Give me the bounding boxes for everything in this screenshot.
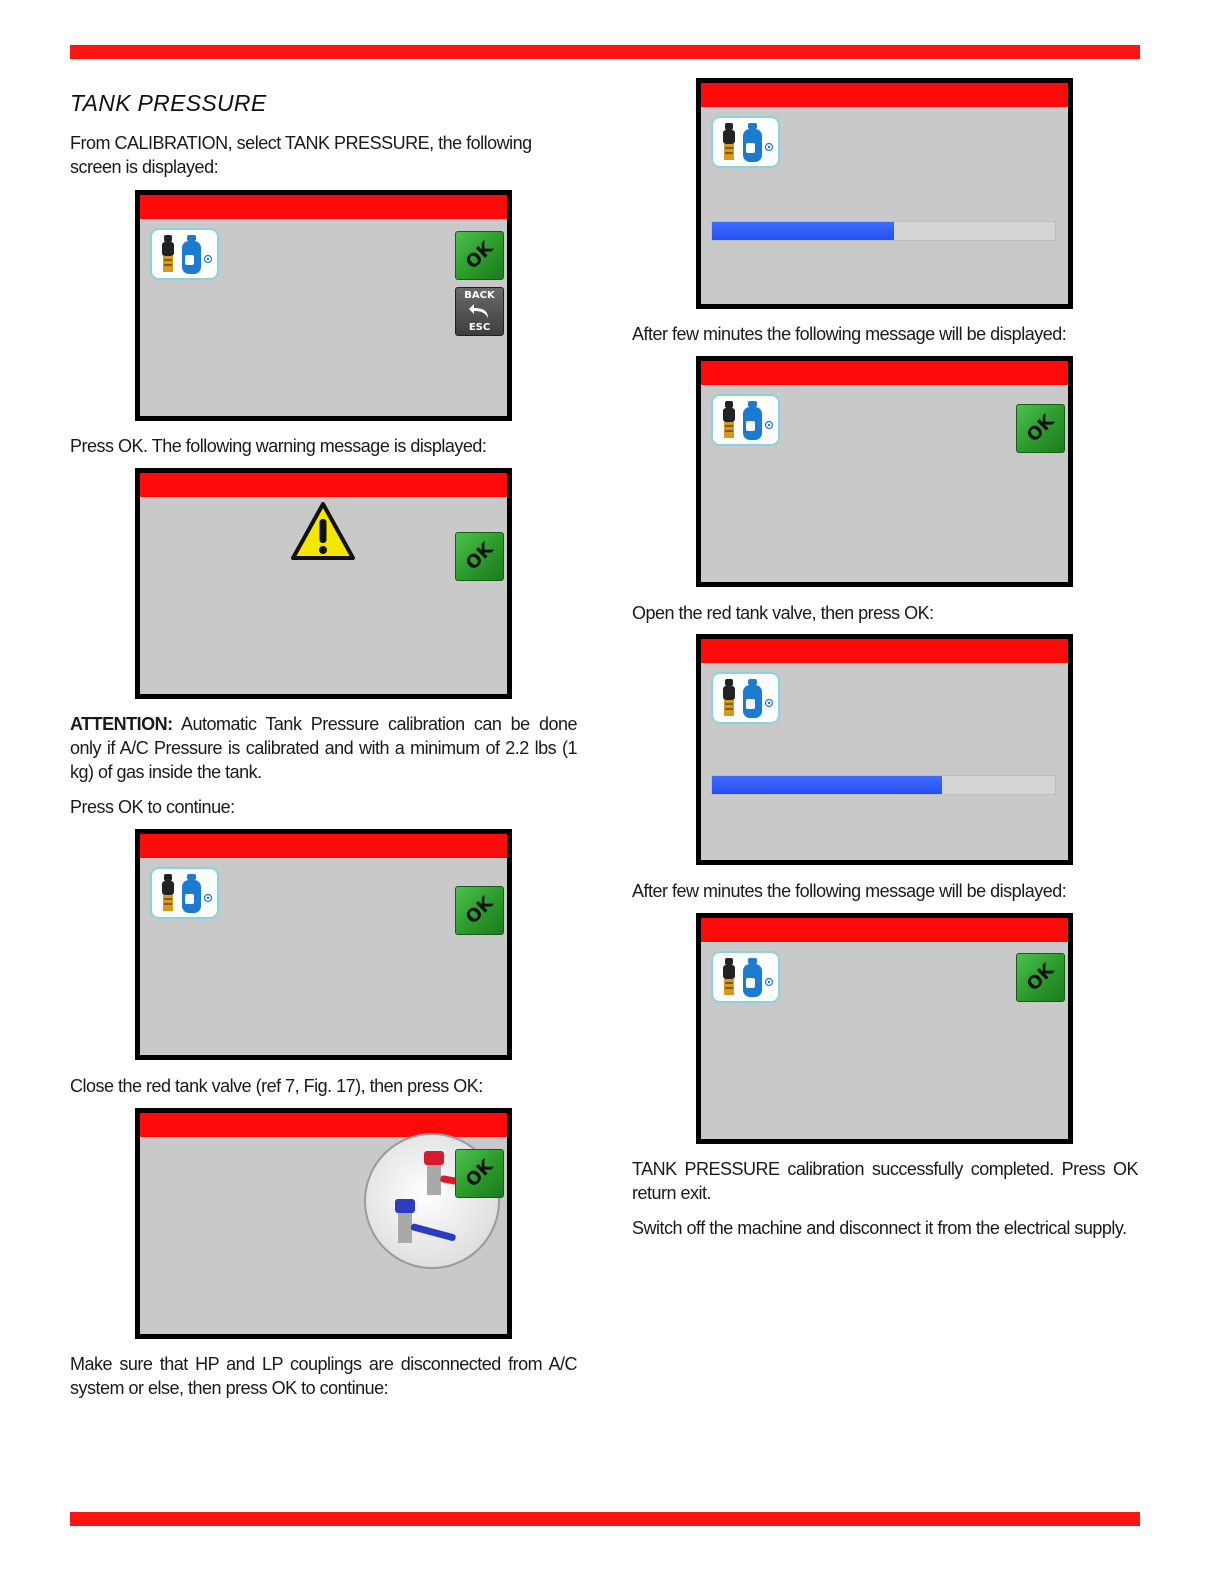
completed-text: TANK PRESSURE calibration successfully completed. Press OK return exit. bbox=[632, 1159, 1138, 1203]
after-minutes-text-1: After few minutes the following message will be displayed: bbox=[632, 324, 1067, 344]
progress-fill bbox=[712, 776, 942, 794]
couplings-text: Make sure that HP and LP couplings are disconnected from A/C system or else, then press OK to continue: bbox=[70, 1354, 577, 1398]
switch-off-text: Switch off the machine and disconnect it from the electrical supply. bbox=[632, 1218, 1127, 1238]
tank-sensor-icon bbox=[150, 228, 219, 280]
screen-progress-second bbox=[696, 634, 1073, 865]
screen-tank-pressure-select bbox=[135, 190, 512, 421]
attention-text bbox=[70, 712, 577, 784]
ok-button[interactable]: OK bbox=[455, 886, 504, 935]
press-ok-continue-text: Press OK to continue: bbox=[70, 797, 235, 817]
ok-button[interactable]: OK bbox=[455, 532, 504, 581]
back-esc-button[interactable]: BACK ESC bbox=[455, 287, 504, 336]
tank-sensor-icon bbox=[711, 672, 780, 724]
ok-button[interactable]: OK bbox=[455, 1149, 504, 1198]
progress-fill bbox=[712, 222, 894, 240]
screen-close-valve bbox=[135, 829, 512, 1060]
screen-completed bbox=[696, 913, 1073, 1144]
open-valve-text: Open the red tank valve, then press OK: bbox=[632, 603, 934, 623]
screen-title-bar bbox=[701, 83, 1068, 107]
tank-sensor-icon bbox=[711, 116, 780, 168]
after-minutes-text-2: After few minutes the following message will be displayed: bbox=[632, 881, 1067, 901]
bottom-red-rule bbox=[70, 1512, 1140, 1526]
screen-open-valve bbox=[696, 356, 1073, 587]
attention-label: ATTENTION: bbox=[70, 714, 173, 734]
screen-title-bar bbox=[140, 473, 507, 497]
intro-text: From CALIBRATION, select TANK PRESSURE, the following screen is displayed: bbox=[70, 133, 532, 177]
press-ok-warning-text: Press OK. The following warning message is displayed: bbox=[70, 436, 487, 456]
top-red-rule bbox=[70, 45, 1140, 59]
ok-button[interactable]: OK bbox=[1016, 953, 1065, 1002]
screen-title-bar bbox=[140, 834, 507, 858]
tank-sensor-icon bbox=[711, 394, 780, 446]
screen-couplings bbox=[135, 1108, 512, 1339]
attention-body: Automatic Tank Pressure calibration can be done only if A/C Pressure is calibrated and with a minimum of 2.2 lbs (1 kg) of gas inside the tank. bbox=[70, 714, 577, 782]
close-valve-text: Close the red tank valve (ref 7, Fig. 17), then press OK: bbox=[70, 1076, 483, 1096]
ok-button[interactable]: OK bbox=[1016, 404, 1065, 453]
progress-bar bbox=[711, 221, 1056, 241]
tank-sensor-icon bbox=[150, 867, 219, 919]
progress-bar bbox=[711, 775, 1056, 795]
screen-progress-first bbox=[696, 78, 1073, 309]
ok-button[interactable]: OK bbox=[455, 231, 504, 280]
screen-title-bar bbox=[701, 918, 1068, 942]
screen-warning bbox=[135, 468, 512, 699]
screen-title-bar bbox=[701, 639, 1068, 663]
warning-icon bbox=[290, 501, 356, 561]
screen-title-bar bbox=[140, 195, 507, 219]
back-arrow-icon bbox=[468, 302, 492, 320]
section-title: TANK PRESSURE bbox=[70, 90, 267, 116]
tank-sensor-icon bbox=[711, 951, 780, 1003]
screen-title-bar bbox=[701, 361, 1068, 385]
